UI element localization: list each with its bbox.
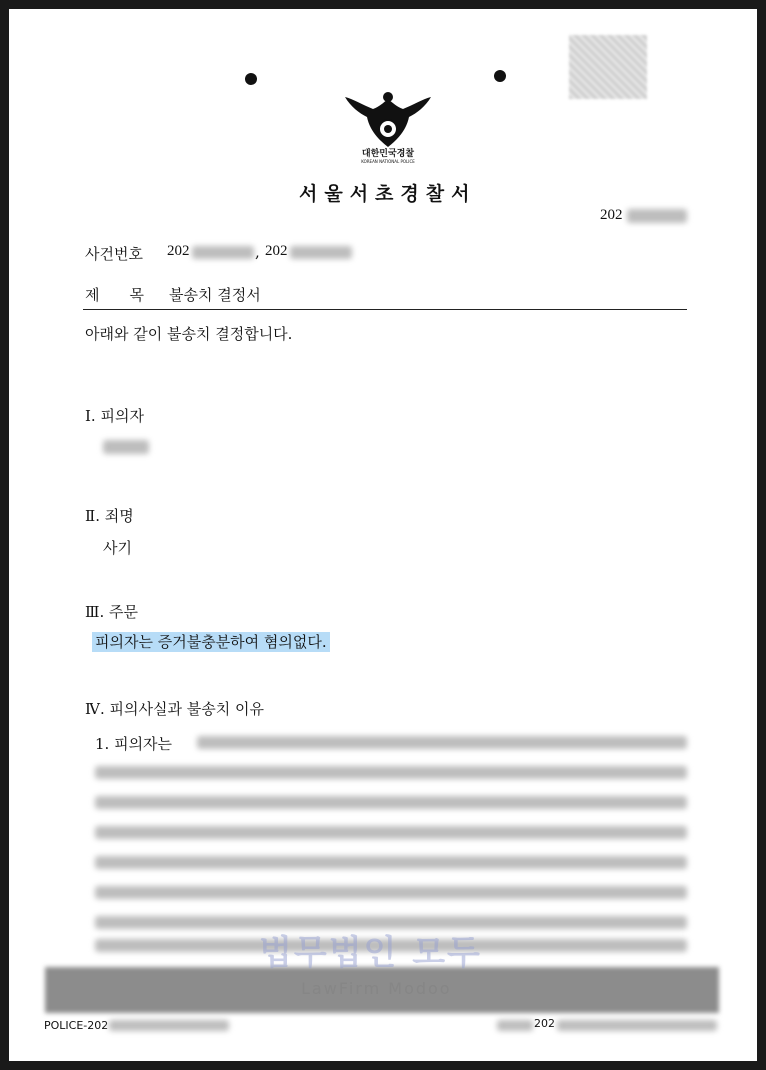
punch-hole-left — [245, 73, 257, 85]
footer-left-code: POLICE-202 — [44, 1019, 109, 1032]
disposition-highlight: 피의자는 증거불충분하여 혐의없다. — [92, 632, 330, 652]
reason-item-1-start: 1. 피의자는 — [95, 735, 173, 753]
redacted-reason-line-1 — [197, 736, 687, 749]
section-1-heading: Ⅰ. 피의자 — [85, 407, 144, 425]
charge-value: 사기 — [103, 539, 132, 557]
redacted-footer-right-b — [557, 1020, 717, 1031]
redacted-reason-line-3 — [95, 796, 687, 809]
section-3-heading: Ⅲ. 주문 — [85, 603, 138, 621]
redacted-footer-right-a — [497, 1020, 533, 1031]
punch-hole-right — [494, 70, 506, 82]
case-number-separator: , — [255, 243, 260, 261]
subject-value: 불송치 결정서 — [169, 286, 261, 304]
emblem-caption-en: KOREAN NATIONAL POLICE — [361, 159, 415, 164]
police-emblem-icon — [343, 89, 433, 153]
redacted-date — [627, 209, 687, 223]
redacted-case-number-1 — [192, 246, 254, 259]
redacted-reason-line-4 — [95, 826, 687, 839]
case-number-label: 사건번호 — [85, 245, 143, 263]
case-number-prefix-1: 202 — [167, 243, 190, 259]
subject-label: 제 목 — [85, 286, 144, 304]
issue-date-prefix: 202 — [600, 207, 623, 223]
section-4-heading: Ⅳ. 피의사실과 불송치 이유 — [85, 700, 264, 718]
agency-title: 서울서초경찰서 — [299, 183, 477, 205]
redacted-stamp — [569, 35, 647, 99]
redacted-reason-line-2 — [95, 766, 687, 779]
watermark-sub: LawFirm Modoo — [301, 979, 452, 998]
document-page — [9, 9, 757, 1061]
redacted-case-number-2 — [290, 246, 352, 259]
header-divider — [83, 309, 687, 310]
redacted-reason-line-6 — [95, 886, 687, 899]
disposition-text — [92, 631, 330, 652]
case-number-prefix-2: 202 — [265, 243, 288, 259]
redacted-footer-left — [109, 1020, 229, 1031]
redacted-suspect-name — [103, 440, 149, 454]
section-2-heading: Ⅱ. 죄명 — [85, 507, 134, 525]
watermark-main: 법무법인 모두 — [259, 933, 482, 973]
intro-text: 아래와 같이 불송치 결정합니다. — [85, 325, 293, 343]
redacted-reason-line-5 — [95, 856, 687, 869]
emblem-caption-ko: 대한민국경찰 — [361, 149, 415, 159]
footer-right-code: 202 — [534, 1017, 555, 1030]
